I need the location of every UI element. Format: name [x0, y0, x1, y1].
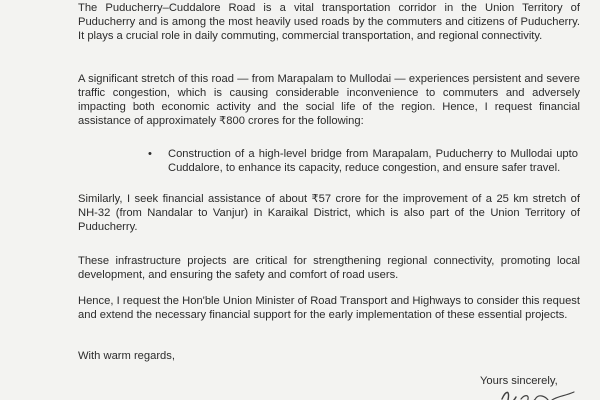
signature-icon: [500, 386, 580, 400]
paragraph-infrastructure-importance: These infrastructure projects are critical for strengthening regional connectivity, promoting local development, and ensuring the safety and comfort of road users.: [78, 255, 580, 281]
bullet-text-bridge: Construction of a high-level bridge from Marapalam, Puducherry to Mullodai upto Cuddalore, to enhance its capacity, reduce congestion, and ensure safer travel.: [168, 148, 578, 174]
paragraph-minister-request: Hence, I request the Hon'ble Union Minister of Road Transport and Highways to consider this request and extend the necessary financial support for the early implementation of these essential projects.: [78, 295, 580, 321]
paragraph-nh32-request: Similarly, I seek financial assistance of about ₹57 crore for the improvement of a 25 km stretch of NH-32 (from Nandalar to Vanjur) in Karaikal District, which is also part of the Union Territory of Puducherry.: [78, 193, 580, 233]
greeting-line: With warm regards,: [78, 350, 175, 362]
closing-line: Yours sincerely,: [480, 375, 558, 387]
paragraph-road-importance: The Puducherry–Cuddalore Road is a vital transportation corridor in the Union Territory of Puducherry and is among the most heavily used roads by the commuters and citizens of Puducherry. It plays a crucial role in daily commuting, commercial transportation, and regional connectivity.: [78, 2, 580, 42]
bullet-icon: •: [148, 148, 152, 160]
paragraph-congestion-request: A significant stretch of this road — from Marapalam to Mullodai — experiences persistent and severe traffic congestion, which is causing considerable inconvenience to commuters and adversely impacting both economic activity and the social life of the region. Hence, I request financial assistance of approximately ₹800 crores for the following:: [78, 73, 580, 127]
